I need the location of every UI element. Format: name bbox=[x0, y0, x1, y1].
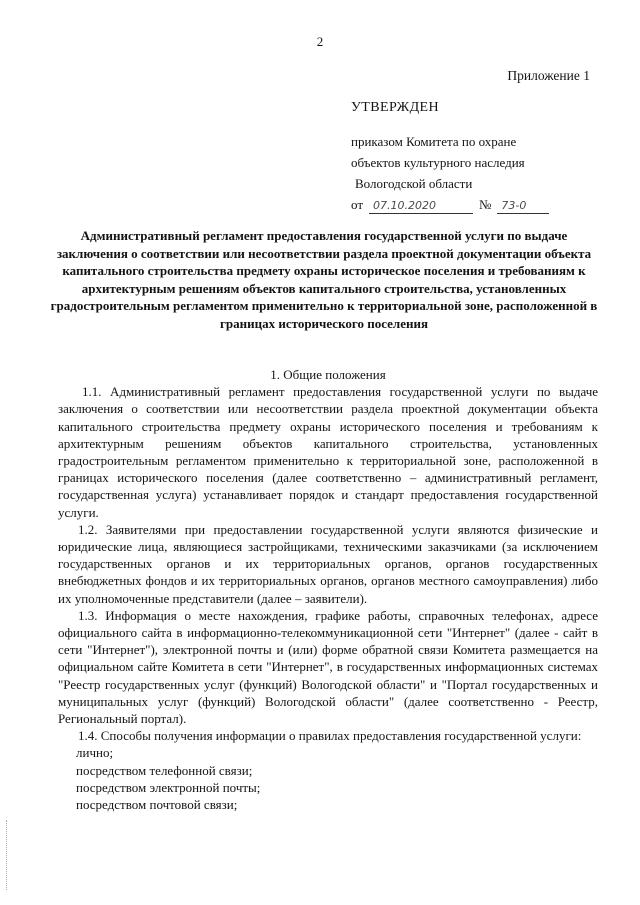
order-line-1: приказом Комитета по охране bbox=[351, 134, 517, 149]
handwritten-number: 73-0 bbox=[497, 199, 549, 214]
paragraph-1-3: 1.3. Информация о месте нахождения, графике работы, справочных телефонах, адресе официального сайта в информационно-телекоммуникационной сети "Интернет" (далее - сайт в сети "Интернет"), электронной почты и (или) форме обратной связи Комитета размещается на официальном сайте Комитета в сети "Интернет", в государственных информационных системах "Реестр государственных услуг (функций) Вологодской области" и "Портал государственных и муниципальных услуг (функций) Вологодской области" (далее соответственно - Реестр, Региональный портал). bbox=[58, 607, 598, 727]
method-item: лично; bbox=[76, 745, 114, 761]
method-item: посредством телефонной связи; bbox=[76, 762, 253, 778]
scan-margin-marks bbox=[6, 820, 9, 890]
method-item: посредством электронной почты; bbox=[76, 779, 261, 795]
order-date-line bbox=[351, 194, 549, 215]
approval-order-block bbox=[351, 131, 549, 215]
page-number: 2 bbox=[316, 34, 324, 49]
paragraph-1-2: 1.2. Заявителями при предоставлении государственной услуги являются физические и юридические лица, являющиеся застройщиками, техническими заказчиками (за исключением государственных органов и их территориальных органов, органов государственных внебюджетных фондов и их территориальных органов, органов местного самоуправления) либо их уполномоченные представители (далее – заявители). bbox=[58, 521, 598, 606]
approved-heading: УТВЕРЖДЕН bbox=[351, 100, 440, 115]
appendix-label: Приложение 1 bbox=[507, 68, 590, 83]
from-label: от bbox=[351, 197, 364, 212]
handwritten-date: 07.10.2020 bbox=[369, 199, 473, 214]
paragraph-1-1: 1.1. Административный регламент предоставления государственной услуги по выдаче заключения о соответствии или несоответствии раздела проектной документации объекта капитального строительства предмету охраны исторического поселения и требованиям к архитектурным решениям объектов капитального строительства, установленных градостроительным регламентом применительно к территориальной зоне, расположенной в границах исторического поселения (далее соответственно – административный регламент, государственная услуга) устанавливает порядок и стандарт предоставления государственной услуги. bbox=[58, 384, 598, 520]
document-body bbox=[58, 366, 598, 813]
paragraph-1-4: 1.4. Способы получения информации о правилах предоставления государственной услуги: bbox=[78, 728, 582, 744]
method-item: посредством почтовой связи; bbox=[76, 797, 238, 813]
order-line-2: объектов культурного наследия bbox=[351, 155, 525, 170]
regulation-title: Административный регламент предоставления государственной услуги по выдаче заключения о соответствии или несоответствии раздела проектной документации объекта капитального строительства предмету охраны историческое поселения и требованиям к архитектурным решениям объектов капитального строительства, установленных градостроительным регламентом применительно к территориальной зоне, расположенной в границах исторического поселения bbox=[50, 228, 598, 331]
order-line-3: Вологодской области bbox=[355, 176, 473, 191]
number-sign: № bbox=[479, 197, 492, 212]
section-heading: 1. Общие положения bbox=[270, 367, 386, 382]
